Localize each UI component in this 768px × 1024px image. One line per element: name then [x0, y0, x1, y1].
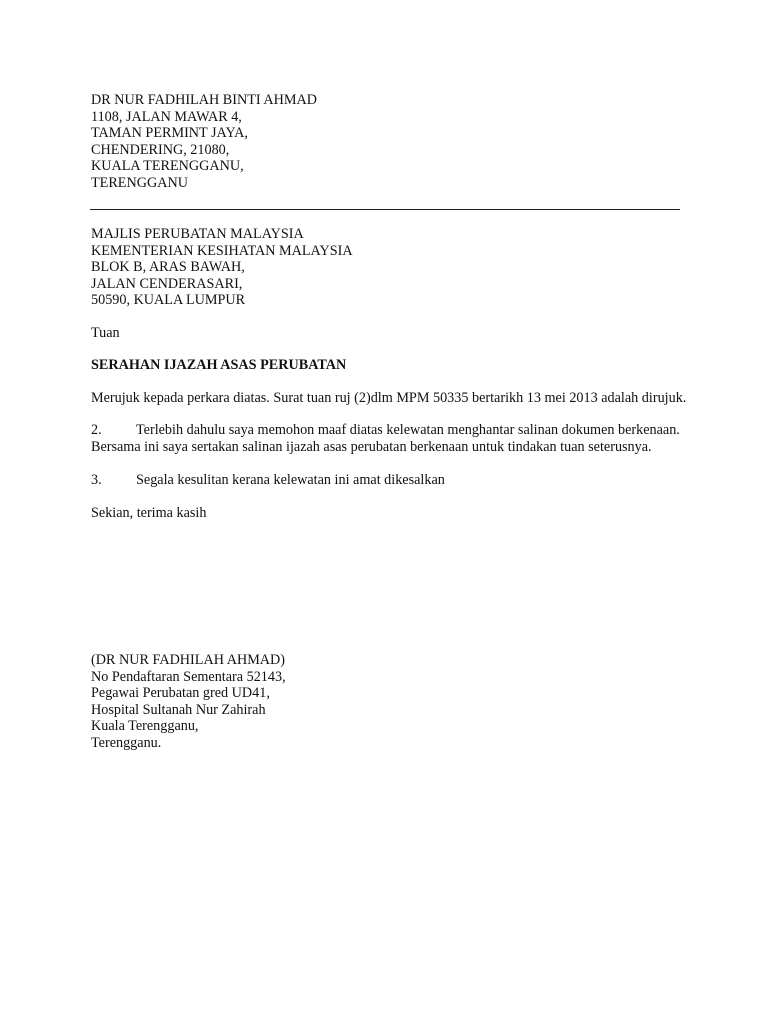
- sender-address-line: CHENDERING, 21080,: [91, 141, 230, 158]
- paragraph-3-number: 3.: [91, 472, 102, 488]
- paragraph-2-line-1-text: Terlebih dahulu saya memohon maaf diatas kelewatan menghantar salinan dokumen berkenaan.: [136, 422, 680, 438]
- sender-address-line: TERENGGANU: [91, 174, 188, 191]
- recipient-address-line: 50590, KUALA LUMPUR: [91, 292, 246, 308]
- signature-position: Pegawai Perubatan gred UD41,: [91, 685, 270, 701]
- recipient-address-line: BLOK B, ARAS BAWAH,: [91, 259, 245, 275]
- recipient-address-line: KEMENTERIAN KESIHATAN MALAYSIA: [91, 242, 353, 259]
- salutation: Tuan: [91, 325, 120, 341]
- recipient-address: [91, 226, 691, 309]
- closing-remark: Sekian, terima kasih: [91, 505, 207, 521]
- header-divider: [90, 209, 680, 210]
- paragraph-1-text: Merujuk kepada perkara diatas. Surat tuan ruj (2)dlm MPM 50335 bertarikh 13 mei 2013 adalah dirujuk.: [91, 390, 687, 406]
- recipient-address-line: JALAN CENDERASARI,: [91, 275, 243, 292]
- letter-subject: SERAHAN IJAZAH ASAS PERUBATAN: [91, 357, 347, 373]
- paragraph-2-number: 2.: [91, 422, 102, 438]
- sender-address-line: TAMAN PERMINT JAYA,: [91, 125, 248, 141]
- recipient-name: MAJLIS PERUBATAN MALAYSIA: [91, 226, 304, 242]
- signature-city: Kuala Terengganu,: [91, 718, 199, 734]
- signature-block: [91, 652, 691, 751]
- signature-hospital: Hospital Sultanah Nur Zahirah: [91, 701, 266, 718]
- sender-name: DR NUR FADHILAH BINTI AHMAD: [91, 92, 317, 108]
- paragraph-2-line-2: Bersama ini saya sertakan salinan ijazah asas perubatan berkenaan untuk tindakan tuan seterusnya.: [91, 438, 652, 455]
- signature-name: (DR NUR FADHILAH AHMAD): [91, 652, 286, 668]
- signature-state: Terengganu.: [91, 734, 162, 751]
- paragraph-2: [91, 422, 679, 455]
- sender-address-line: 1108, JALAN MAWAR 4,: [91, 108, 242, 125]
- sender-address-line: KUALA TERENGGANU,: [91, 158, 244, 174]
- paragraph-1: [91, 390, 691, 407]
- sender-address: [91, 92, 691, 191]
- paragraph-2-line-1: [91, 422, 680, 439]
- paragraph-3-text: Segala kesulitan kerana kelewatan ini amat dikesalkan: [136, 472, 445, 488]
- paragraph-3: [91, 472, 691, 489]
- signature-registration: No Pendaftaran Sementara 52143,: [91, 668, 286, 685]
- paragraph-2-first-line: [91, 422, 679, 439]
